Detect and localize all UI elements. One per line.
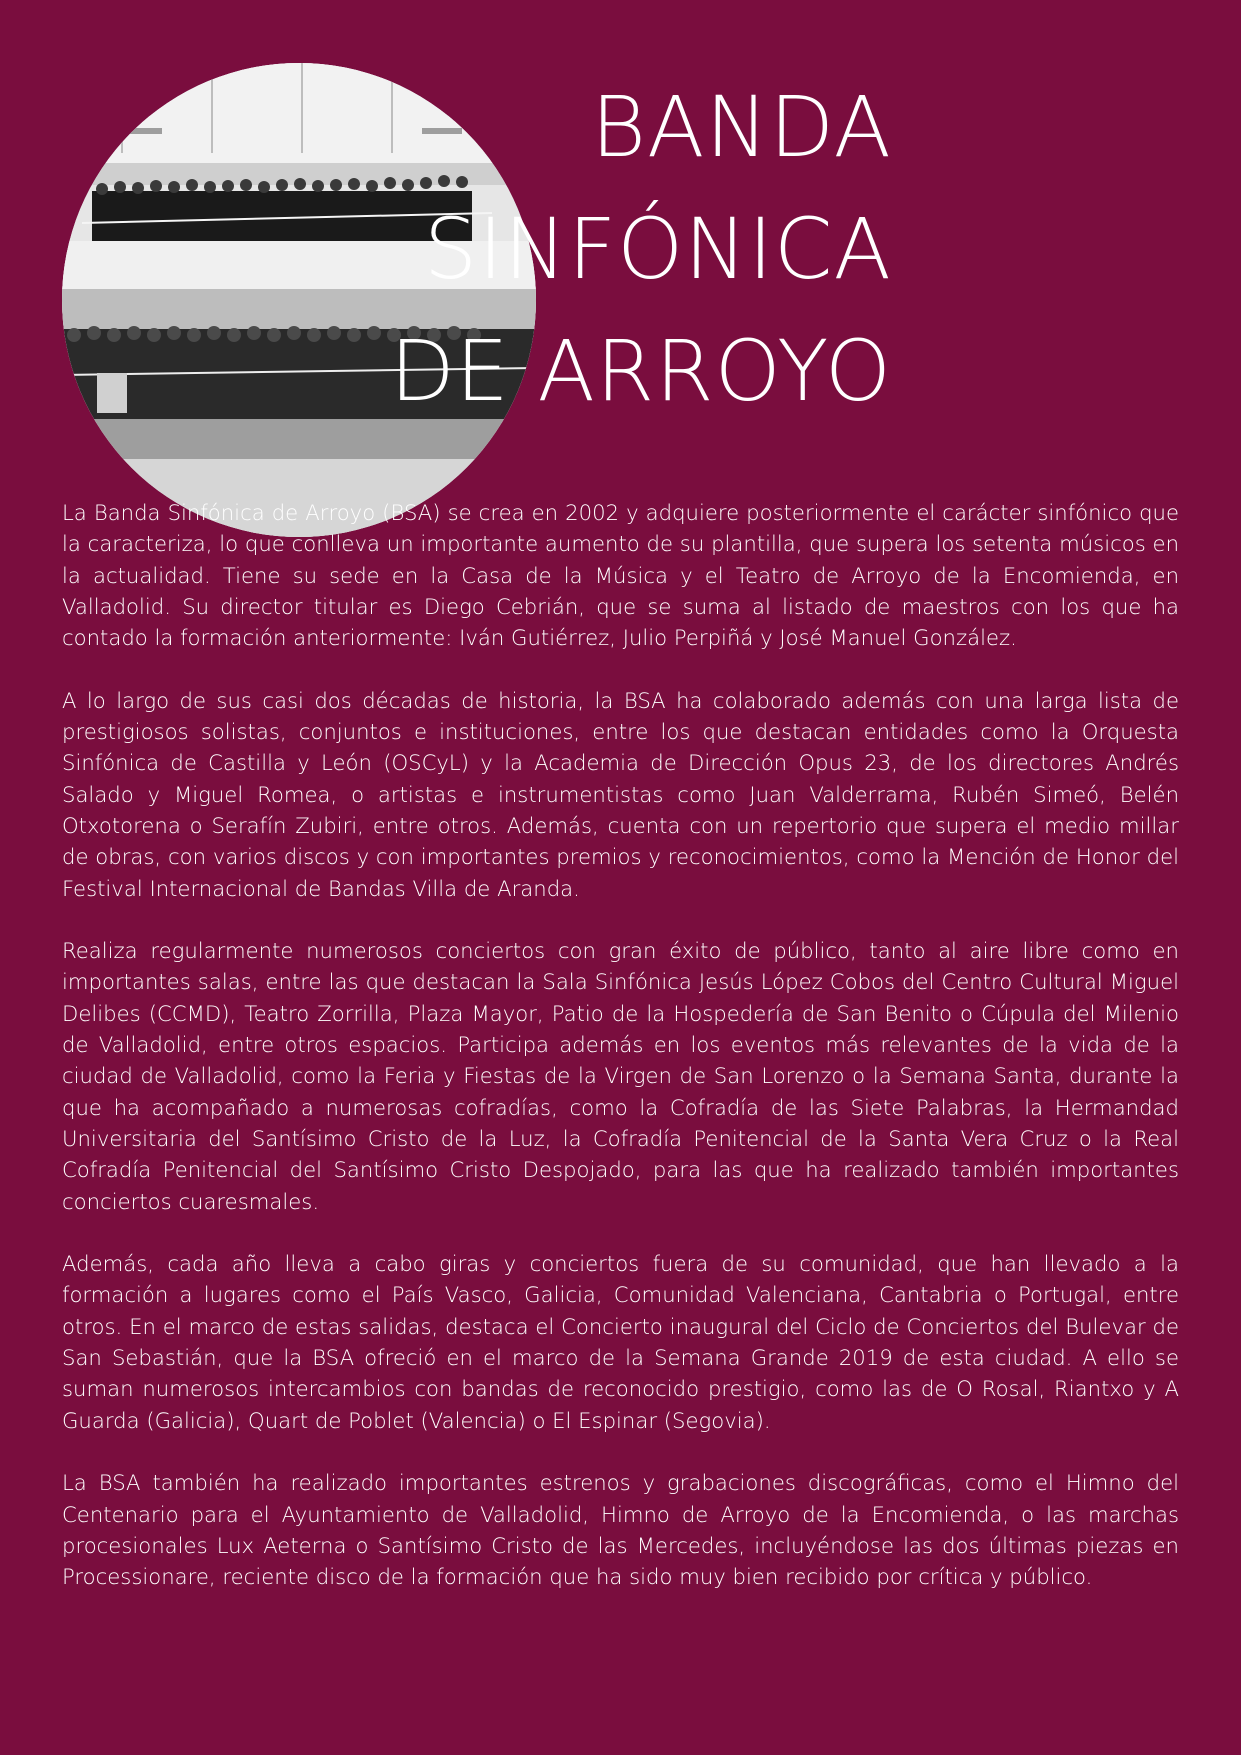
title-line-3: DE ARROYO	[389, 322, 892, 420]
page-title	[380, 66, 892, 432]
paragraph-1: La Banda Sinfónica de Arroyo (BSA) se crea en 2002 y adquiere posteriormente el carácter sinfónico que la caracteriza, lo que conlleva un importante aumento de su plantilla, que supera los setenta músicos en la actualidad. Tiene su sede en la Casa de la Música y el Teatro de Arroyo de la Encomienda, en Valladolid. Su director titular es Diego Cebrián, que se suma al listado de maestros con los que ha contado la formación anteriormente: Iván Gutiérrez, Julio Perpiñá y José Manuel González.	[62, 500, 1179, 651]
paragraph-3: Realiza regularmente numerosos conciertos con gran éxito de público, tanto al aire libre como en importantes salas, entre las que destacan la Sala Sinfónica Jesús López Cobos del Centro Cultural Miguel Delibes (CCMD), Teatro Zorrilla, Plaza Mayor, Patio de la Hospedería de San Benito o Cúpula del Milenio de Valladolid, entre otros espacios. Participa además en los eventos más relevantes de la vida de la ciudad de Valladolid, como la Feria y Fiestas de la Virgen de San Lorenzo o la Semana Santa, durante la que ha acompañado a numerosas cofradías, como la Cofradía de las Siete Palabras, la Hermandad Universitaria del Santísimo Cristo de la Luz, la Cofradía Penitencial de la Santa Vera Cruz o la Real Cofradía Penitencial del Santísimo Cristo Despojado, para las que ha realizado también importantes conciertos cuaresmales.	[62, 938, 1179, 1214]
paragraph-5: La BSA también ha realizado importantes estrenos y grabaciones discográficas, como el Himno del Centenario para el Ayuntamiento de Valladolid, Himno de Arroyo de la Encomienda, o las marchas procesionales Lux Aeterna o Santísimo Cristo de las Mercedes, incluyéndose las dos últimas piezas en Processionare, reciente disco de la formación que ha sido muy bien recibido por crítica y público.	[62, 1470, 1179, 1590]
body-text	[62, 497, 1179, 1624]
title-line-1: BANDA	[591, 78, 892, 176]
paragraph-4: Además, cada año lleva a cabo giras y conciertos fuera de su comunidad, que han llevado a la formación a lugares como el País Vasco, Galicia, Comunidad Valenciana, Cantabria o Portugal, entre otros. En el marco de estas salidas, destaca el Concierto inaugural del Ciclo de Conciertos del Bulevar de San Sebastián, que la BSA ofreció en el marco de la Semana Grande 2019 de esta ciudad. A ello se suman numerosos intercambios con bandas de reconocido prestigio, como las de O Rosal, Riantxo y A Guarda (Galicia), Quart de Poblet (Valencia) o El Espinar (Segovia).	[62, 1251, 1179, 1433]
title-line-2: SINFÓNICA	[423, 200, 892, 298]
paragraph-2: A lo largo de sus casi dos décadas de historia, la BSA ha colaborado además con una larga lista de prestigiosos solistas, conjuntos e instituciones, entre los que destacan entidades como la Orquesta Sinfónica de Castilla y León (OSCyL) y la Academia de Dirección Opus 23, de los directores Andrés Salado y Miguel Romea, o artistas e instrumentistas como Juan Valderrama, Rubén Simeó, Belén Otxotorena o Serafín Zubiri, entre otros. Además, cuenta con un repertorio que supera el medio millar de obras, con varios discos y con importantes premios y reconocimientos, como la Mención de Honor del Festival Internacional de Bandas Villa de Aranda.	[62, 687, 1179, 901]
